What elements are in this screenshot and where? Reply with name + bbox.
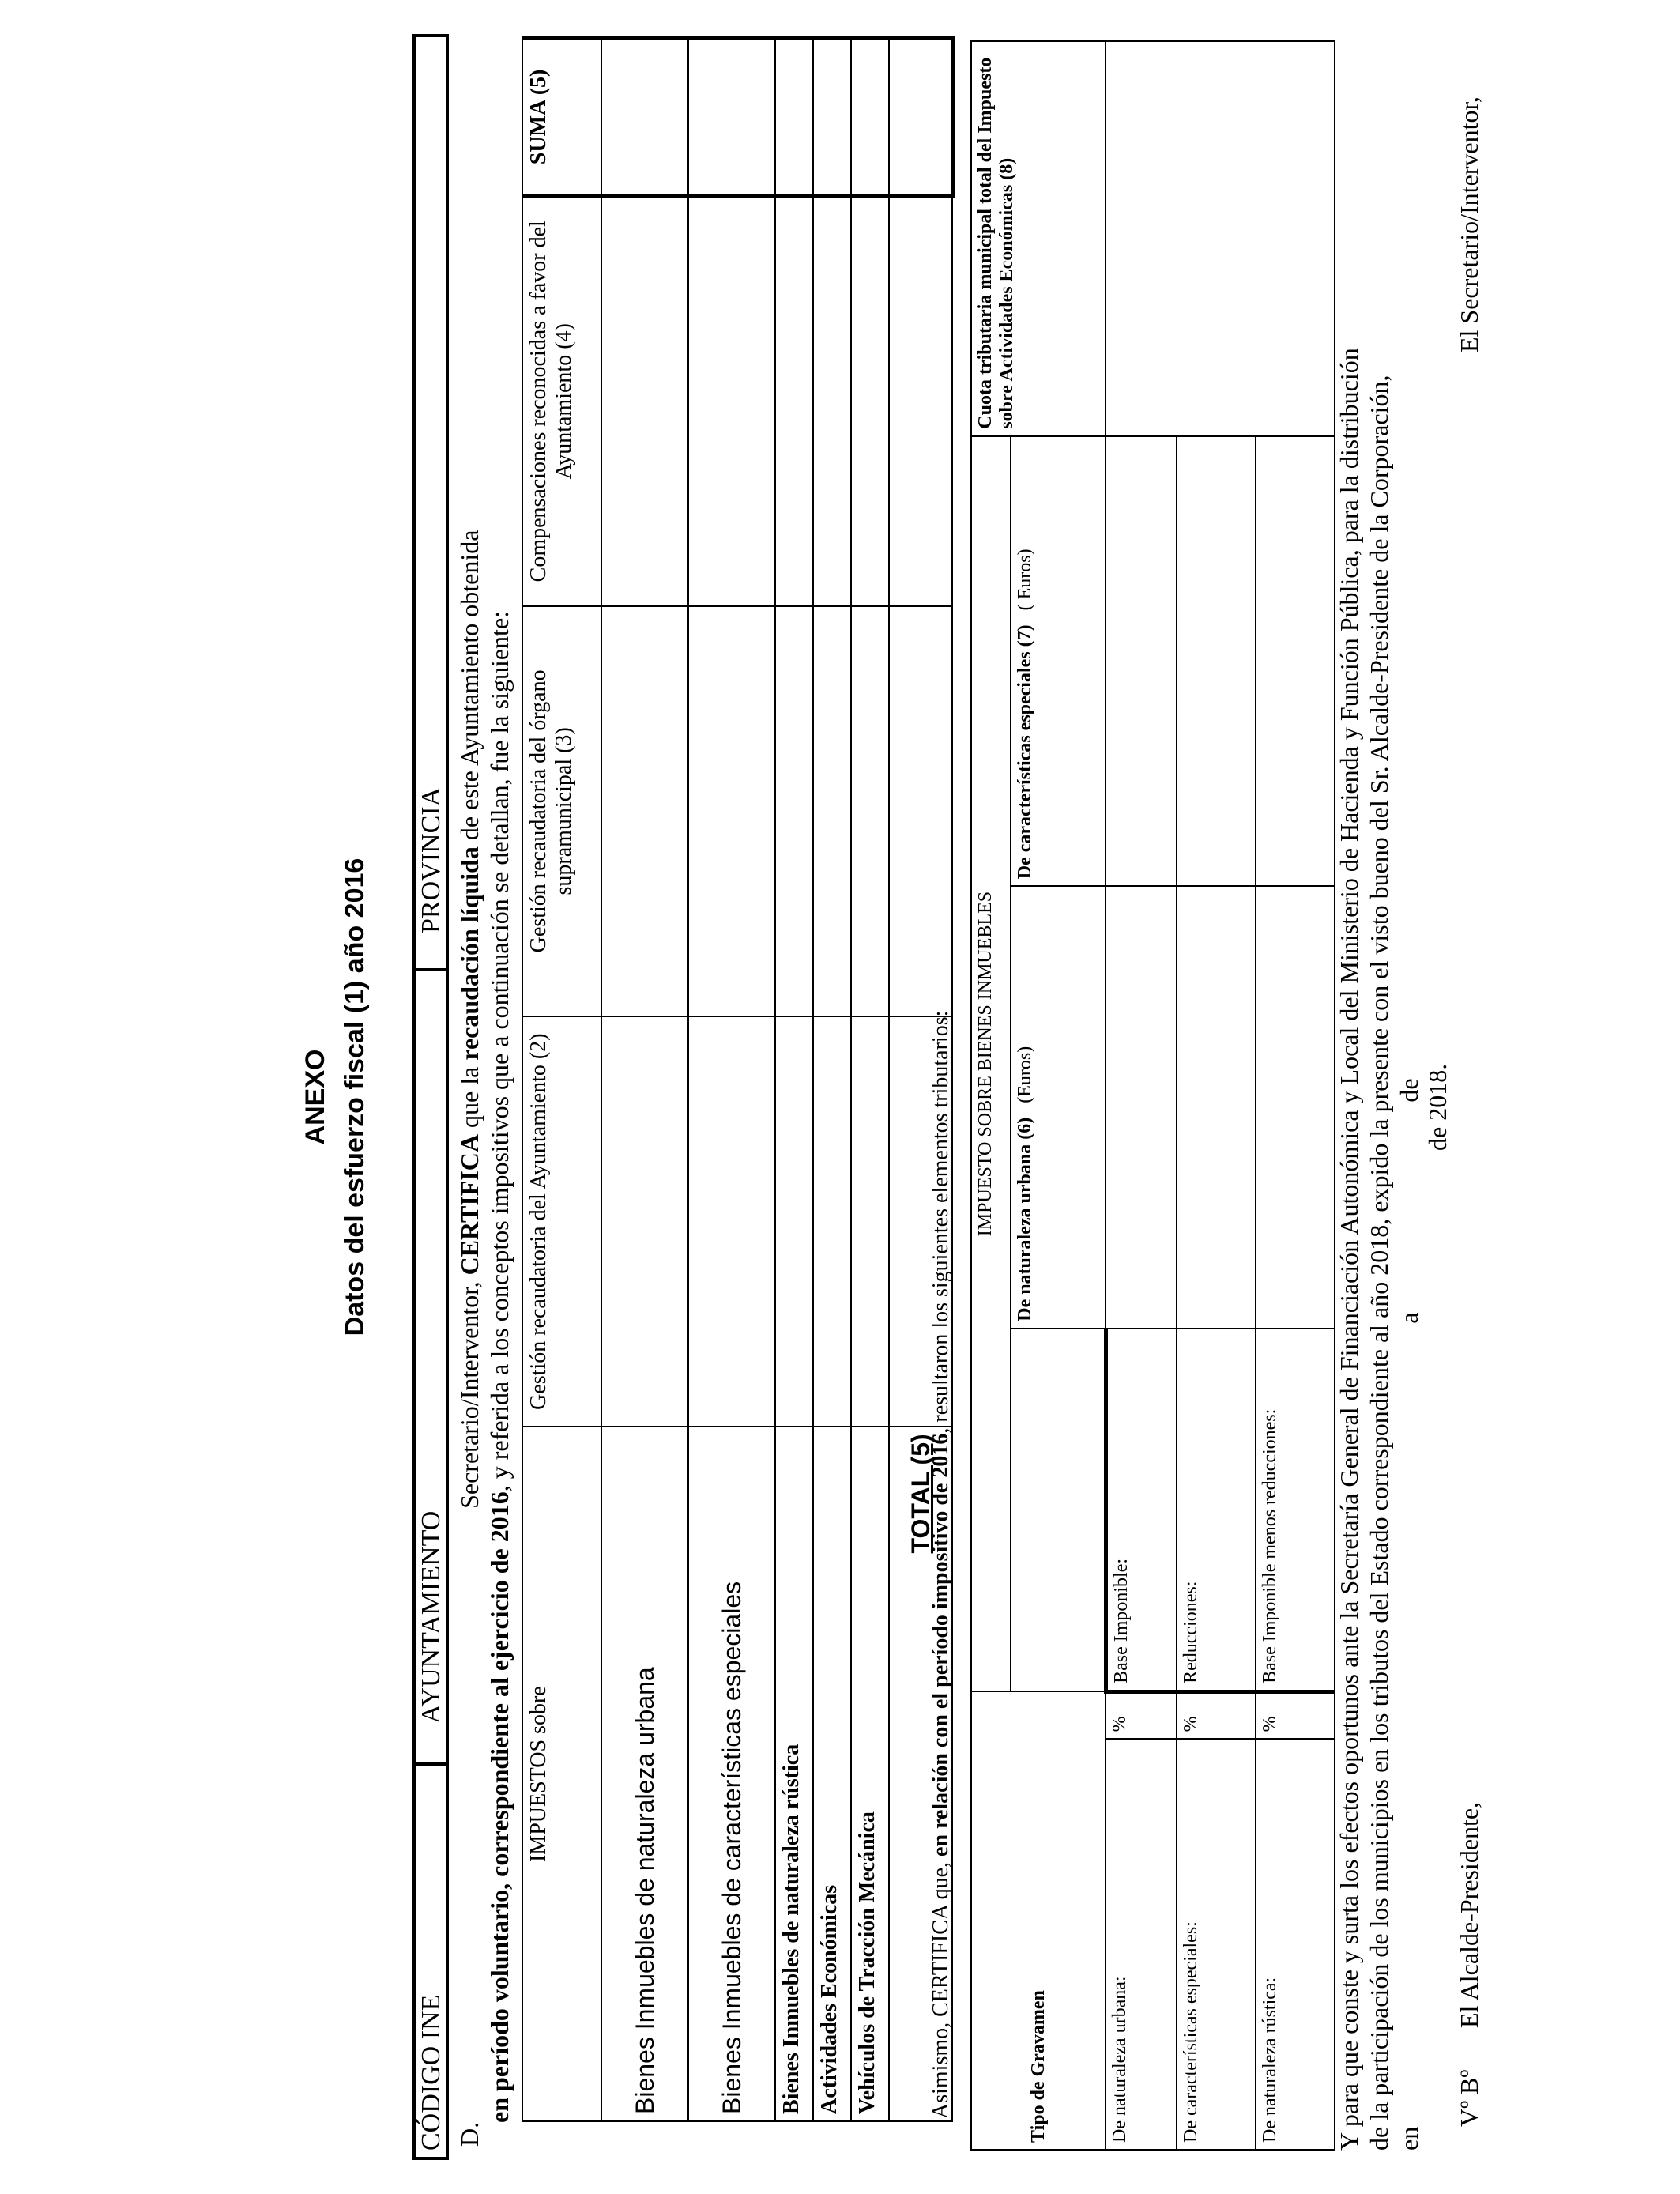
table-header-row: [971, 41, 1011, 2150]
cert-keyword: en período voluntario, correspondiente al ejercicio de 2016: [485, 1491, 514, 2123]
col-gestion-supra: Gestión recaudatoria del órgano supramunicipal (3): [522, 606, 601, 1016]
cert-line-2: [484, 21, 514, 2123]
cell-input[interactable]: [1106, 41, 1335, 436]
gravamen-label: De características especiales:: [1177, 1739, 1256, 2150]
alcalde-signature: El Alcalde-Presidente,: [1455, 1801, 1483, 2028]
urbana-header: [1011, 886, 1106, 1329]
table-row: [1106, 41, 1177, 2150]
annex-title: ANEXO: [300, 1049, 330, 1145]
closing-a: a: [1395, 1312, 1423, 1324]
cell-input[interactable]: [601, 39, 688, 196]
cell-input[interactable]: [851, 195, 889, 605]
header-bar: [412, 34, 449, 2160]
especiales-header-text: De características especiales (7): [1015, 624, 1035, 880]
closing-de-2018: de 2018.: [1423, 1063, 1452, 1151]
cell-input[interactable]: [601, 195, 688, 605]
row-label-urbana: Bienes Inmuebles de naturaleza urbana: [601, 1427, 688, 2121]
cert-text: Secretario/Interventor,: [455, 1281, 484, 1509]
closing-de: de: [1395, 1078, 1423, 1103]
elementos-tributarios-table: [970, 40, 1335, 2151]
cell-input[interactable]: [813, 195, 851, 605]
cert-d: D.: [455, 2121, 484, 2147]
table-row: [813, 39, 851, 2122]
gravamen-label: De naturaleza rústica:: [1256, 1739, 1335, 2150]
cell-input[interactable]: [813, 606, 851, 1016]
ibi-header: IMPUESTO SOBRE BIENES INMUEBLES: [971, 436, 1011, 1692]
recaudacion-table: [522, 36, 955, 2122]
cell-input[interactable]: [1256, 436, 1335, 887]
cell-input[interactable]: [775, 1016, 813, 1427]
cell-input[interactable]: [688, 195, 775, 605]
row-label-iae: Actividades Económicas: [813, 1427, 851, 2121]
table-row: [851, 39, 889, 2122]
cell-input[interactable]: [775, 195, 813, 605]
cell-input[interactable]: [775, 606, 813, 1016]
table-row: [775, 39, 813, 2122]
cell-input[interactable]: [1177, 436, 1256, 887]
cell-input[interactable]: [1106, 886, 1177, 1329]
asimismo-bold: en relación con el período impositivo de 2016: [929, 1433, 953, 1857]
concept-label: Reducciones:: [1177, 1329, 1256, 1692]
cert-text: que la: [455, 1066, 484, 1128]
cell-input[interactable]: [1106, 436, 1177, 887]
cell-input[interactable]: [775, 39, 813, 196]
blank-cell: [1011, 1329, 1106, 1692]
gravamen-label: De naturaleza urbana:: [1106, 1739, 1177, 2150]
cuota-iae-header: Cuota tributaria municipal total del Impuesto sobre Actividades Económicas (8): [971, 41, 1106, 436]
closing-line-3: [1394, 17, 1424, 2151]
concept-label: Base Imponible menos reducciones:: [1256, 1329, 1335, 1692]
cell-input[interactable]: [889, 195, 952, 605]
cell-input[interactable]: [688, 606, 775, 1016]
cell-input[interactable]: [1256, 886, 1335, 1329]
col-compensaciones: Compensaciones reconocidas a favor del Ayuntamiento (4): [522, 195, 601, 605]
cert-keyword: recaudación líquida: [455, 846, 484, 1061]
cert-keyword: CERTIFICA: [455, 1133, 484, 1276]
cert-text: , y referida a los conceptos impositivos que a continuación se detallan, fue la siguiente:: [485, 610, 514, 1492]
percent-cell[interactable]: %: [1177, 1691, 1256, 1739]
ayuntamiento-label: AYUNTAMIENTO: [416, 1510, 446, 1724]
closing-line-2: de la participación de los municipios en los tributos del Estado correspondiente al año 2018, expido la presente con el visto bueno del Sr. Alcalde-Presidente de la Corporación,: [1365, 375, 1393, 2151]
asimismo-pre: Asimismo, CERTIFICA que,: [929, 1861, 953, 2119]
concept-label: Base Imponible:: [1106, 1329, 1177, 1692]
provincia-label: PROVINCIA: [416, 786, 446, 933]
percent-cell[interactable]: %: [1256, 1691, 1335, 1739]
total-label: TOTAL (5): [889, 1427, 952, 2121]
table-header-row: [522, 39, 601, 2122]
closing-en: en: [1395, 2126, 1423, 2151]
cell-input[interactable]: [813, 39, 851, 196]
col-gestion-ayto: Gestión recaudatoria del Ayuntamiento (2): [522, 1016, 601, 1427]
vb-label: Vº Bº: [1455, 2069, 1483, 2127]
tipo-gravamen-header: Tipo de Gravamen: [971, 1691, 1106, 2150]
cert-text: de este Ayuntamiento obtenida: [455, 530, 484, 841]
cell-input[interactable]: [851, 606, 889, 1016]
percent-cell[interactable]: %: [1106, 1691, 1177, 1739]
row-label-especiales: Bienes Inmuebles de características especiales: [688, 1427, 775, 2121]
urbana-header-text: De naturaleza urbana (6): [1015, 1117, 1035, 1321]
col-impuestos: IMPUESTOS sobre: [522, 1427, 601, 2121]
divider: [416, 1762, 446, 1766]
row-label-vehiculos: Vehículos de Tracción Mecánica: [851, 1427, 889, 2121]
codigo-ine-label: CÓDIGO INE: [416, 1994, 446, 2151]
asimismo-post: , resultaron los siguientes elementos tributarios:: [929, 1010, 953, 1434]
cell-input[interactable]: [688, 39, 775, 196]
table-row: [688, 39, 775, 2122]
cell-input[interactable]: [813, 1016, 851, 1427]
cell-input[interactable]: [688, 1016, 775, 1427]
euros-label: ( Euros): [1015, 548, 1035, 611]
col-suma: SUMA (5): [522, 39, 601, 196]
cell-input[interactable]: [1177, 886, 1256, 1329]
divider: [416, 968, 446, 971]
asimismo-text: [929, 1011, 954, 2119]
cell-input[interactable]: [851, 1016, 889, 1427]
secretario-signature: El Secretario/Interventor,: [1455, 96, 1483, 352]
cell-input[interactable]: [889, 606, 952, 1016]
cert-line-1: [454, 44, 484, 2147]
cell-input[interactable]: [601, 606, 688, 1016]
cell-input[interactable]: [601, 1016, 688, 1427]
cell-input[interactable]: [851, 39, 889, 196]
row-label-rustica: Bienes Inmuebles de naturaleza rústica: [775, 1427, 813, 2121]
page-subtitle: Datos del esfuerzo fiscal (1) año 2016: [340, 858, 370, 1336]
euros-label: (Euros): [1015, 1046, 1035, 1103]
table-row: [601, 39, 688, 2122]
especiales-header: [1011, 436, 1106, 887]
cell-input[interactable]: [889, 39, 952, 196]
closing-line-1: Y para que conste y surta los efectos oportunos ante la Secretaría General de Financiación Autonómica y Local del Ministerio de Hacienda y Función Pública, para la distribución: [1335, 348, 1363, 2151]
